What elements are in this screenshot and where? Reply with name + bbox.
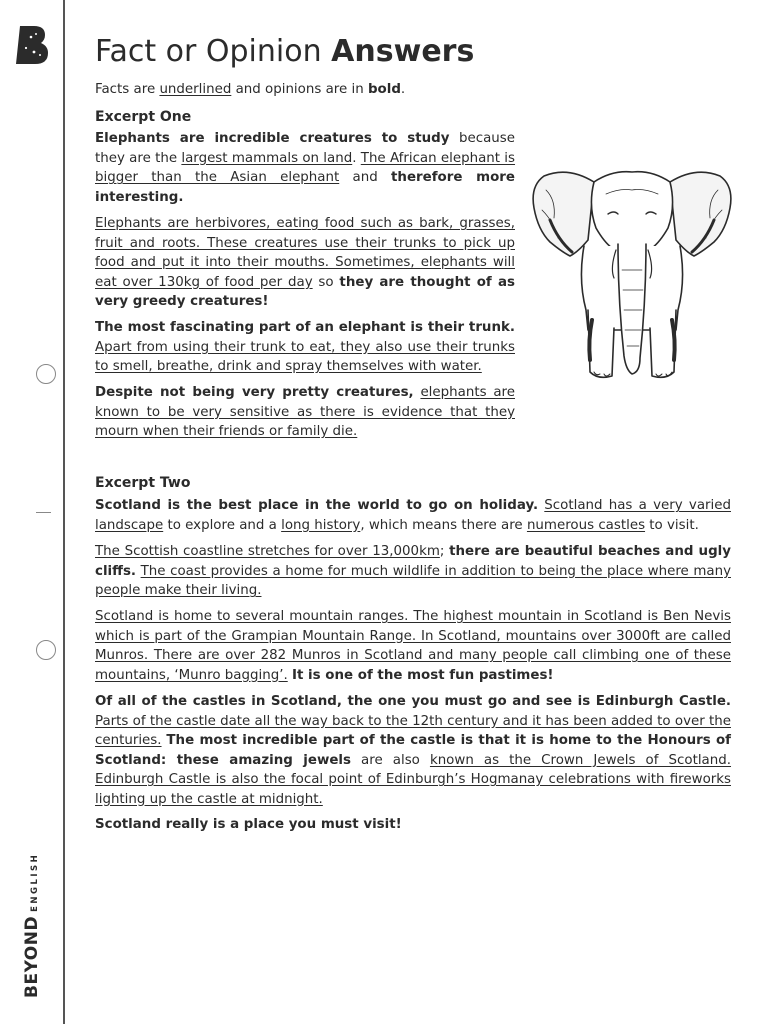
opinion-text: The most fascinating part of an elephant is their trunk. — [95, 320, 515, 335]
fact-text: The coast provides a home for much wildlife in addition to being the place where many people make their living. — [95, 563, 731, 598]
fold-mark — [36, 512, 51, 513]
excerpt-two-paragraph-4 — [95, 692, 731, 809]
fact-text: The Scottish coastline stretches for over 13,000km — [95, 544, 440, 559]
fact-text: Scotland is home to several mountain ranges. The highest mountain in Scotland is Ben Nevis which is part of the Grampian Mountain Range. In Scotland, mountains over 3000ft are called Munros. There are over 282 Munros in Scotland and many people call climbing one of these mountains, ‘Munro bagging’. — [95, 609, 731, 683]
fact-text: elephants are known to be very sensitive as there is evidence that they mourn when their friends or family die. — [95, 385, 515, 439]
intro-end: . — [400, 82, 406, 97]
opinion-text: they are thought of as very greedy creatures! — [95, 274, 515, 309]
opinion-text: Elephants are incredible creatures to study — [95, 131, 450, 146]
plain-text: so — [312, 274, 340, 290]
excerpt-two-paragraph-2 — [95, 542, 731, 601]
punch-hole-bottom — [36, 640, 56, 660]
brand-vertical — [22, 853, 42, 998]
opinion-text: It is one of the most fun pastimes! — [292, 667, 554, 683]
fact-text: known as the Crown Jewels of Scotland. Edinburgh Castle is also the focal point of Edinburgh’s Hogmanay celebrations with fireworks lighting up the castle at midnight. — [95, 752, 732, 807]
excerpt-one-heading: Excerpt One — [95, 109, 192, 125]
plain-text: . — [352, 150, 361, 166]
plain-text: and — [339, 170, 392, 185]
fact-text: numerous castles — [526, 517, 646, 533]
excerpt-one-paragraph-4 — [95, 383, 515, 442]
fact-text: long history — [281, 517, 361, 533]
excerpt-one-paragraph-1 — [95, 129, 515, 207]
excerpt-two-paragraph-3 — [95, 607, 731, 685]
opinion-text: therefore more interesting. — [95, 170, 515, 205]
opinion-text: there are beautiful beaches and ugly cliffs. — [95, 544, 731, 579]
plain-text: , which means there are — [360, 517, 527, 533]
title-bold: Answers — [331, 34, 475, 69]
excerpt-one-paragraph-2 — [95, 214, 515, 312]
excerpt-two-heading: Excerpt Two — [95, 475, 191, 491]
beyond-logo — [14, 22, 54, 66]
excerpt-two-paragraph-1 — [95, 496, 731, 535]
fact-text: Scotland has a very varied landscape — [95, 498, 731, 533]
page-title — [95, 34, 474, 69]
excerpt-two-paragraph-5 — [95, 815, 731, 835]
opinion-text: Scotland is the best place in the world to go on holiday. — [95, 498, 539, 513]
intro-bold: bold — [367, 82, 401, 97]
opinion-text: The most incredible part of the castle is that it is home to the Honours of Scotland: these amazing jewels — [95, 733, 731, 768]
title-regular: Fact or Opinion — [95, 34, 322, 69]
intro-pre: Facts are — [95, 82, 160, 97]
plain-text: to visit. — [645, 517, 699, 533]
plain-text: because they are the — [95, 131, 516, 166]
opinion-text: Despite not being very pretty creatures, — [95, 385, 414, 400]
punch-hole-top — [36, 364, 56, 384]
elephant-illustration — [528, 160, 736, 388]
plain-text: are also — [350, 752, 430, 768]
excerpt-one-paragraph-3 — [95, 318, 515, 377]
plain-text: to explore and a — [163, 517, 282, 533]
intro-mid: and opinions are in — [231, 82, 368, 97]
opinion-text: Scotland really is a place you must visit! — [95, 817, 402, 832]
brand-word: BEYOND — [22, 915, 42, 998]
brand-sub: ENGLISH — [30, 852, 40, 912]
fact-text: Elephants are herbivores, eating food such as bark, grasses, fruit and roots. These creatures use their trunks to pick up food and put it into their mouths. Sometimes, elephants will eat over 130kg of food per day — [95, 216, 515, 290]
plain-text: ; — [439, 544, 450, 559]
fact-text: largest mammals on land — [181, 150, 353, 166]
intro-line — [95, 82, 405, 97]
margin-rule — [63, 0, 65, 1024]
opinion-text: Of all of the castles in Scotland, the one you must go and see is Edinburgh Castle. — [95, 694, 731, 709]
fact-text: The African elephant is bigger than the Asian elephant — [95, 150, 516, 185]
fact-text: Apart from using their trunk to eat, they also use their trunks to smell, breathe, drink and spray themselves with water. — [95, 339, 515, 374]
fact-text: Parts of the castle date all the way back to the 12th century and it has been added to over the centuries. — [95, 713, 731, 748]
intro-underlined: underlined — [159, 82, 232, 97]
